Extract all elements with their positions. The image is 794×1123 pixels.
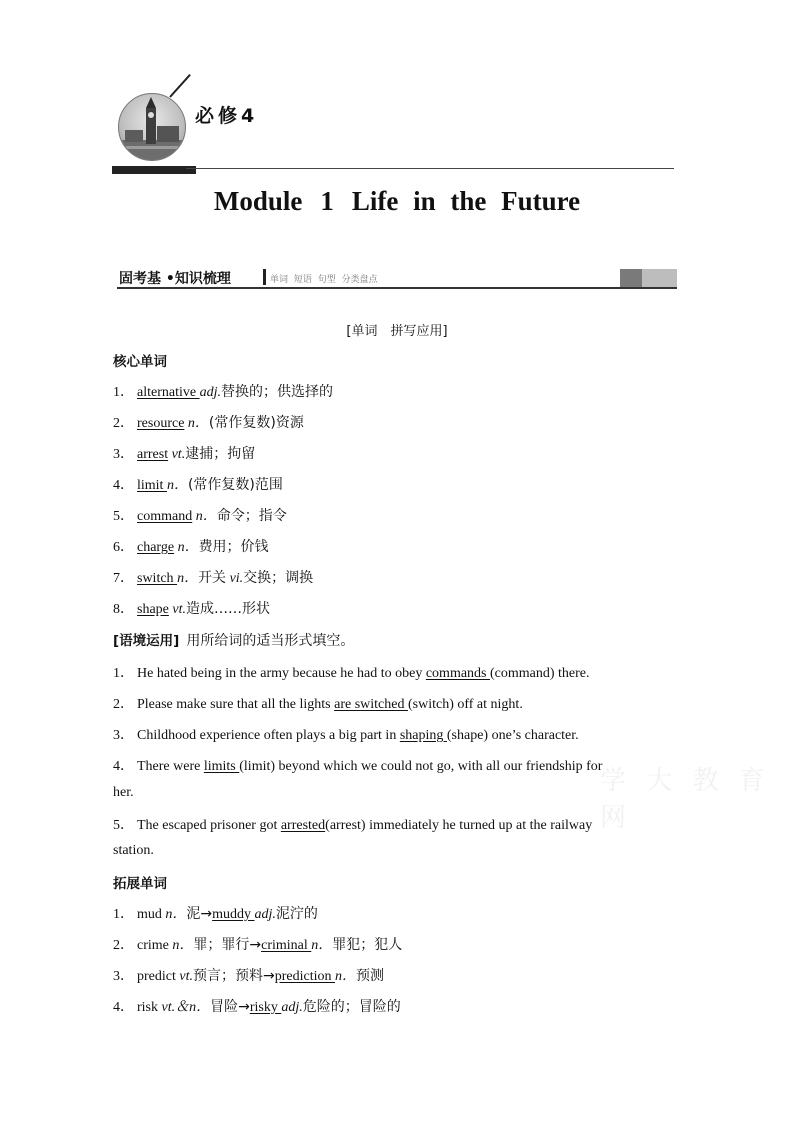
item-number: 6． xyxy=(113,540,134,555)
sentence-text-2: (arrest) immediately he turned up at the railway xyxy=(325,818,593,833)
answer-word: commands xyxy=(425,666,490,681)
pos: n． xyxy=(177,571,199,586)
meaning: 开关 xyxy=(198,570,227,586)
sentence-text: There were xyxy=(137,759,204,774)
section-bar-rule xyxy=(117,287,677,289)
base-word: risk xyxy=(137,1000,162,1015)
section-separator xyxy=(263,269,266,285)
item-number: 5． xyxy=(113,818,134,833)
answer-word: muddy xyxy=(212,907,255,922)
meaning-2: 交换；调换 xyxy=(243,570,314,586)
pos-2: n． xyxy=(334,969,356,984)
answer-word: alternative xyxy=(137,385,200,400)
subheading: [单词 拼写应用] xyxy=(346,324,448,339)
pos: n． xyxy=(165,907,187,922)
expand-item-2 xyxy=(113,934,402,954)
answer-word: are switched xyxy=(334,697,408,712)
answer-word: switch xyxy=(137,571,178,586)
pos-2: adj. xyxy=(254,907,276,922)
item-number: 1． xyxy=(113,666,134,681)
item-number: 3． xyxy=(113,728,134,743)
context-heading-line xyxy=(113,629,354,650)
item-number: 3． xyxy=(113,447,134,462)
item-number: 1． xyxy=(113,385,134,400)
header-rule xyxy=(186,168,674,169)
module-title-number: 1 xyxy=(320,186,334,216)
meaning-2: 罪犯；犯人 xyxy=(332,937,403,953)
meaning: 费用；价钱 xyxy=(198,539,269,555)
core-heading: 核心单词 xyxy=(113,354,167,370)
item-number: 3． xyxy=(113,969,134,984)
expand-item-3 xyxy=(113,965,384,985)
sentence-text-2: (command) there. xyxy=(490,666,590,681)
module-title xyxy=(0,186,794,217)
module-title-word: Module xyxy=(213,186,303,216)
sentence-5-continued: station. xyxy=(113,843,154,858)
base-word: crime xyxy=(137,938,173,953)
core-item-4 xyxy=(113,474,283,494)
answer-word: prediction xyxy=(274,969,335,984)
meaning: 预言；预料→ xyxy=(192,968,275,984)
item-number: 2． xyxy=(113,938,134,953)
meaning: (常作复数)范围 xyxy=(187,477,283,493)
base-word: mud xyxy=(137,907,166,922)
sentence-5 xyxy=(113,814,592,834)
sentence-text-2: (shape) one’s character. xyxy=(446,728,579,743)
book-title: 必修4 xyxy=(195,105,259,127)
core-item-2 xyxy=(113,412,304,432)
meaning-2: 泥泞的 xyxy=(275,906,318,922)
sentence-3 xyxy=(113,724,579,744)
sentence-4-continued: her. xyxy=(113,785,134,800)
item-number: 8． xyxy=(113,602,134,617)
header-logo-bar xyxy=(112,166,196,174)
sentence-text: Please make sure that all the lights xyxy=(137,697,335,712)
pos: vt.＆n． xyxy=(161,1000,211,1015)
context-instruction: 用所给词的适当形式填空。 xyxy=(186,633,355,649)
sentence-text: Childhood experience often plays a big part in xyxy=(137,728,400,743)
pos: vt. xyxy=(179,969,193,984)
sentence-text: The escaped prisoner got xyxy=(137,818,281,833)
meaning-2: 预测 xyxy=(355,968,384,984)
core-item-7 xyxy=(113,567,313,587)
answer-word: risky xyxy=(249,1000,282,1015)
meaning: 命令；指令 xyxy=(216,508,287,524)
answer-word: limits xyxy=(203,759,240,774)
answer-word: command xyxy=(137,509,193,524)
pos: n． xyxy=(172,938,194,953)
pos-2: vi. xyxy=(229,571,244,586)
pos: n． xyxy=(192,509,217,524)
expand-heading: 拓展单词 xyxy=(113,876,167,892)
answer-word: criminal xyxy=(261,938,312,953)
meaning: 造成……形状 xyxy=(186,601,270,617)
big-ben-emblem-icon xyxy=(118,93,186,161)
answer-word: limit xyxy=(137,478,167,493)
section-bar-light-block xyxy=(642,269,677,287)
watermark: 学 大 教 育 网 xyxy=(600,766,771,833)
item-number: 2． xyxy=(113,697,134,712)
item-number: 4． xyxy=(113,1000,134,1015)
section-subtitle: 单词 短语 句型 分类盘点 xyxy=(270,275,378,285)
pos: n． xyxy=(166,478,188,493)
answer-word: resource xyxy=(137,416,185,431)
sentence-text-2: (switch) off at night. xyxy=(407,697,523,712)
core-item-3 xyxy=(113,443,255,463)
core-item-8 xyxy=(113,598,270,618)
item-number: 4． xyxy=(113,478,134,493)
base-word: predict xyxy=(137,969,180,984)
sentence-4 xyxy=(113,755,602,775)
item-number: 4． xyxy=(113,759,134,774)
pos: n． xyxy=(184,416,209,431)
pos: vt. xyxy=(168,447,186,462)
meaning: 冒险→ xyxy=(210,999,250,1015)
meaning: 替换的；供选择的 xyxy=(220,384,333,400)
item-number: 5． xyxy=(113,509,134,524)
section-bar xyxy=(117,266,677,290)
section-bar-dark-block xyxy=(620,269,642,287)
section-title: 固考基 •知识梳理 xyxy=(119,271,231,287)
pos-2: n． xyxy=(311,938,333,953)
item-number: 1． xyxy=(113,907,134,922)
header-logo xyxy=(112,93,196,175)
sentence-text: He hated being in the army because he had to obey xyxy=(137,666,426,681)
sentence-text-2: (limit) beyond which we could not go, with all our friendship for xyxy=(239,759,603,774)
core-item-6 xyxy=(113,536,269,556)
expand-item-4 xyxy=(113,996,401,1016)
item-number: 7． xyxy=(113,571,134,586)
meaning: 泥→ xyxy=(186,906,213,922)
meaning-2: 危险的；冒险的 xyxy=(302,999,401,1015)
meaning: (常作复数)资源 xyxy=(208,415,304,431)
core-item-1 xyxy=(113,381,333,401)
meaning: 逮捕；拘留 xyxy=(185,446,256,462)
pos-2: adj. xyxy=(281,1000,303,1015)
pos: vt. xyxy=(168,602,186,617)
context-heading: [语境运用] xyxy=(113,633,180,649)
meaning: 罪；罪行→ xyxy=(193,937,262,953)
sentence-2 xyxy=(113,693,523,713)
answer-word: shape xyxy=(137,602,169,617)
answer-word: arrest xyxy=(137,447,169,462)
pos: n． xyxy=(174,540,199,555)
answer-word: charge xyxy=(137,540,175,555)
core-item-5 xyxy=(113,505,287,525)
module-title-name: Life in the Future xyxy=(351,186,581,216)
expand-item-1 xyxy=(113,903,318,923)
answer-word: arrested xyxy=(280,818,326,833)
item-number: 2． xyxy=(113,416,134,431)
sentence-1 xyxy=(113,662,590,682)
answer-word: shaping xyxy=(399,728,447,743)
pos: adj. xyxy=(199,385,221,400)
